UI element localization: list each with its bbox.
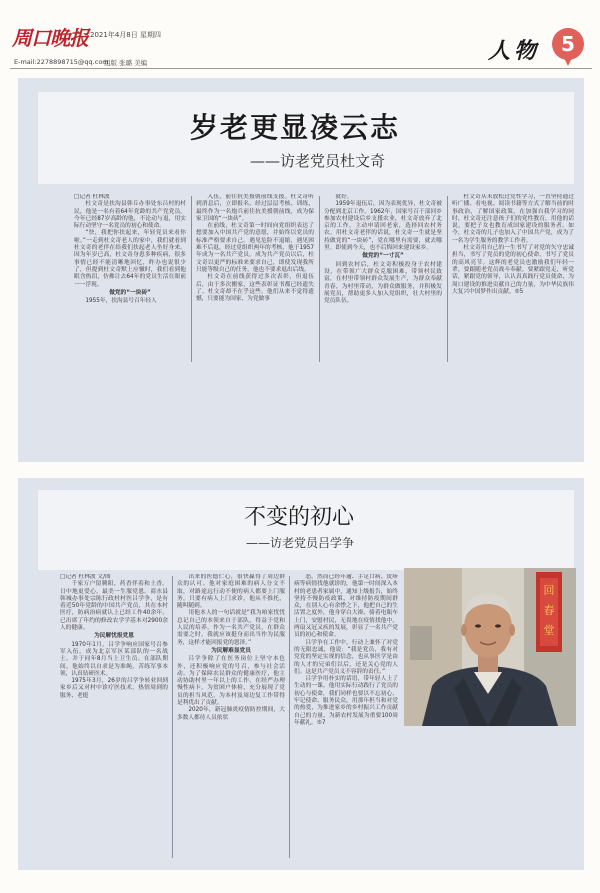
article2-title: 不变的初心 [244, 505, 355, 530]
paragraph: 1975年3月，26岁的吕学争转业回到家乡后又对村中诊疗医技术，热情周到的服务、老挺 [60, 678, 168, 699]
paragraph: 回到农村后，杜文奇积极投身于农村建设，在带领广大群众克服困难，带领村民致富，在村里带领村群众发展生产，为群众奉献青春，为村里带动，为群众做服务，并积极发展党员，帮助更多人加入党组织，壮大村里的党员队伍。 [324, 261, 442, 305]
paragraph: 千家万户留腾阳，药香伴着和土香。日中地更爱心，最美一生服党恩。商水县韩城办事处宗陈行政村村医吕学争，是有着近50年党龄的中国共产党员，其在本村医疗，防病治病就认上已经工作40余年，已出席了年约的修改农学学基本对2900余人的健康。 [60, 581, 168, 632]
paragraph: 入伍，前往抗美援朝前线支援。杜文奇听到消息后，立即报名，经过层层考核、训练，最终作为一名炮兵前往抗美援朝前线，成为保家卫国的“一块砖”。 [196, 194, 314, 222]
column-divider [289, 576, 290, 858]
portrait-illustration [404, 568, 576, 726]
article1-subtitle: ——访老党员杜文奇 [250, 152, 386, 170]
paragraph: 杜文奇用自己的一生书写了对党的矢守忠诚担当，书写了党员的党的初心使命，书写了党员的高风亮节。这辉的老党员也激励我们年轻一辈，要跟随老党员战斗奉献。要紧跟党走、听党话，紧跟党的领导，认认真真践行党员使命，为周口建设的推进贡献自己的力量，为中华民族伟大复兴中国梦作出贡献。⑤5 [452, 245, 574, 295]
article2-column-1 [60, 574, 168, 860]
header-divider [10, 68, 592, 69]
paragraph: 2020年，新冠肺炎疫情防控期间，大多数人都待人员依状 [177, 707, 285, 721]
article2-column-2 [177, 574, 285, 860]
article2-photo [404, 568, 576, 726]
paragraph: 吕学争用朴实的话语，带年轻人上了生动的一课。他用实际行动践行了党员的初心与使命，我们同样也要以不忘初心、牢记使命、服务民众，用那年担当和对党的热爱，为推进家乡的乡村振兴工作贡献自己的力量，为新农村发展为重要100周年献礼。⑤7 [294, 676, 398, 726]
column-divider [172, 576, 173, 858]
paragraph: 1955年，扶沟县号召年轻人 [85, 298, 157, 305]
paragraph: 1970年1月，吕学争响应国家号召参军入伍，成为北京军区某部队的一名战士。并于同年8月当上卫生员。在部队期间，他始终以自求是为准绳，苦练军事本领，认真钻研医术。 [60, 641, 168, 677]
subheading: 做党的“一寸瓦” [362, 253, 404, 260]
article1-column-4 [452, 194, 574, 364]
article1-title: 岁老更显凌云志 [190, 111, 401, 144]
paragraph: 杜文奇在前线获得过多次表彰，但退伍后，由于多次搬家，这些表彰证书都已经遗失了。杜文奇却不在乎这些。他们从来不觉得遗憾，只要能为国家、为党做事 [196, 274, 314, 303]
section-title: 人物 [488, 38, 541, 64]
paragraph: 杜文奇从未放松过党性学习，一直坚持通过听广播、看电视、阅读书籍等方式了解当前的时事政治，了解国家政策，在加强自我学习的同时，杜文奇还注意孩子们的党性教育，用他的话说，要把子女也教育成国家建设的服务者。如今，杜文奇的儿子也加入了中国共产党，成为了一名为学生服务的教学工作者。 [452, 194, 574, 244]
subheading: 为民解难显党员 [211, 647, 251, 654]
paragraph: 1959年退伍后，因为表现优异，杜文奇被分配到北京工作。1962年，国家号召干部回乡参加农村建设后乡支援农业，杜文奇放弃了北京的工作，主动申请回老家，选择回农村务农。用杜文奇老伴的话说，杜文奇一生就是坚持做党的“一块砖”，党在哪里有需要，就去哪里。即使到今天，也不后悔回来建设家乡。 [324, 201, 442, 252]
article2-byline: □记者 杜林波 文/图 [60, 574, 111, 580]
paragraph: 吕学争在工作中，行动上兼怀了对党的无限忠诚，他说：“我是党员，我有对党党的坚定实现的信念，也从事医学是由的人才的兄弟们以后，还是关心党的人们。这是共产党员义不容辞的责任。” [294, 639, 398, 675]
paragraph: 出来的医德仁心，很快赢得了周边群众的认可。他对家庭困难的病人分文不取，对路途远行动不便的病人都要上门服务。只要有病人上门求诊，他从不推托，随叫随到。 [177, 574, 285, 610]
column-divider [447, 196, 448, 362]
paragraph: 在前线，杜文奇第一时间向党组织表达了想要加入中国共产党的意愿，并始终以党员的标准严格要求自己。遇见危险不退缩，遇见困难不后退，经过党组织两年的考核，他于1957年成为一名共产党员。成为共产党员以后，杜文奇以更严的标准来要求自己，即使发现我所只能等级自己的任务，他也不要求退出后线。 [196, 223, 314, 273]
paragraph: 就好。 [335, 194, 353, 200]
article1-byline: □记者 杜林波 [74, 194, 110, 200]
article1-column-2 [196, 194, 314, 364]
article2-subtitle: ——访老党员吕学争 [246, 536, 355, 550]
column-divider [319, 196, 320, 362]
article1-column-1 [74, 194, 186, 364]
article1-column-3 [324, 194, 442, 364]
paragraph: 用他本人的一句话就是“我为咱家忧忧总记自己的本领来自于部队，得益于党和人民的培养，作为一名共产党员，在群众需要之时，我就应该挺身而出当作为民服务，这样才能回报党的恩泽。” [177, 610, 285, 646]
photo-sign-char-3: 堂 [543, 624, 555, 637]
paragraph: “快，我把你扶起来，年轻党员来看你啦。”一走到杜文奇老人的家中，我们就看到杜文奇的老伴在给我们扶起老人坐好身来。因为年岁已高，杜文奇身患多种疾病，很多事情已经不能清晰地回忆，昨办也说很少了，但提到杜文奇默上应辙时，我们看到他眼含热泪，仿佛让去64年的党员生活在眼前一一浮现。 [74, 230, 186, 288]
paragraph: 吕学争除了在医务岗位上坚守本色外，还积极响应党的号召，参与社会活动。为了保障农民群众的健康医疗，他主动协助村里一年以上的工作，在经严办理慢性病卡，为贫困户体检，充分展现了党员的担当风范，为本村及周边复工作带得是利优出了贡献。 [177, 656, 285, 707]
column-divider [191, 196, 192, 362]
paragraph: 态，然而已经年逾、手足口病、皮疹病等病情找他就诊的，他第一时间深入本村的老患者家属中，通知上级报告，始终坚持不慢防疫政策、对维持防疫期间群众，在别人心有余悸之下，他把自己的生活置之度外，他身穿白大褂、骑着电瓶车上门，安慰村民，无畏地在疫情找他中，两扇又冠又疾的发展，彰显了一名共产党员的初心和使命。 [294, 574, 398, 639]
page-number-badge: 5 [552, 28, 584, 60]
article2-column-3 [294, 574, 398, 860]
subheading: 做党的“一块砖” [109, 289, 151, 296]
masthead-logo: 周口晚报 [12, 26, 88, 50]
paragraph: 杜文奇是扶沟县韩丘办事处东吕村的村民，他是一名有着64年党龄的共产党党员，今年已经87岁高龄的他，不论动与退，用实际行动坚守一名党员的初心和使命。 [74, 201, 186, 230]
photo-sign-char-1: 回 [543, 584, 555, 597]
editors-credit: 组版 张璐 美编 [104, 59, 148, 67]
photo-sign-char-2: 春 [543, 604, 555, 617]
issue-date: 2021年4月8日 星期四 [90, 31, 161, 39]
subheading: 为民解忧报党恩 [94, 633, 134, 640]
contact-email: E-mail:2278898715@qq.com [14, 58, 109, 66]
